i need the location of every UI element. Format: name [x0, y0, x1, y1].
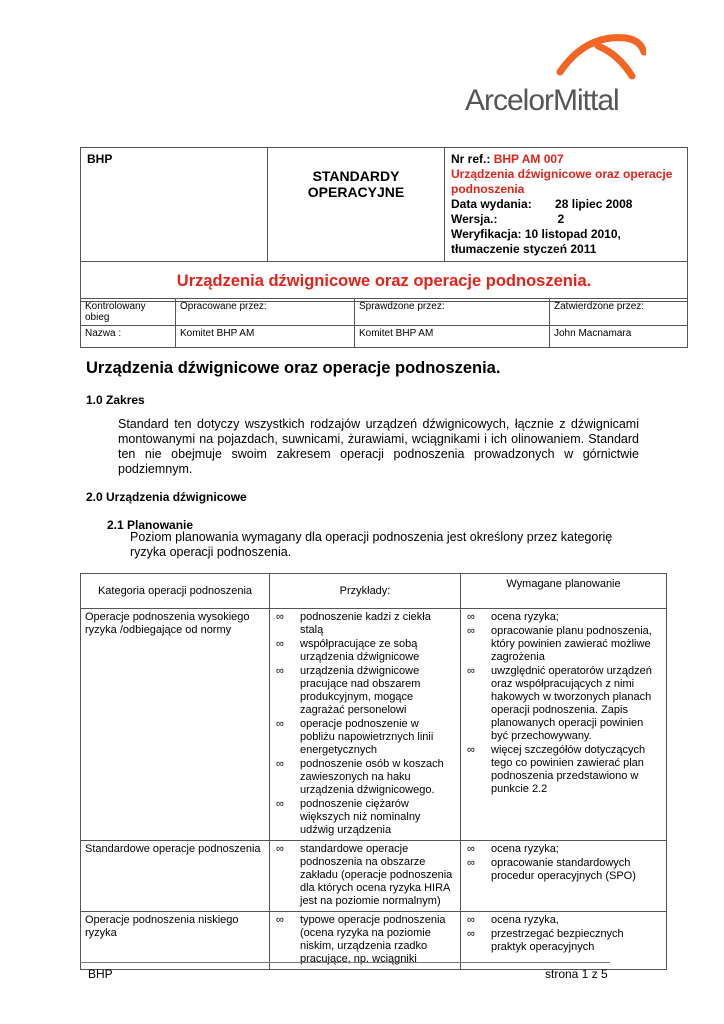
header-meta: Nr ref.: BHP AM 007 Urządzenia dźwignicowe oraz operacje podnoszenia Data wydania: 28 lipiec 2008 Wersja.: 2 Weryfikacja: 10 listopad 2010, tłumaczenie styczeń 2011 [445, 148, 688, 262]
bullet-icon: ∞ [276, 611, 284, 623]
list-item-text: opracowanie planu podnoszenia, który powinien zawierać możliwe zagrożenia [491, 625, 652, 663]
list-item-text: ocena ryzyka, [491, 914, 559, 926]
list-item-text: podnoszenie osób w koszach zawieszonych na haku urządzenia dźwignicowego. [300, 758, 444, 796]
section-1-heading: 1.0 Zakres [86, 393, 145, 407]
list-item [467, 914, 662, 927]
list-item [276, 638, 456, 664]
category-cell: Operacje podnoszenia niskiego ryzyka [81, 912, 270, 970]
list-item-text: typowe operacje podnoszenia (ocena ryzyka na poziomie niskim, urządzenia rzadko pracujące, np. wciągniki [300, 914, 446, 965]
table-row [81, 912, 667, 970]
examples-list [276, 914, 456, 966]
approvals-cell: Opracowane przez: [176, 299, 355, 326]
bullet-icon: ∞ [276, 798, 284, 810]
section-21-text: Poziom planowania wymagany dla operacji podnoszenia jest określony przez kategorię ryzyka operacji podnoszenia. [130, 530, 613, 559]
list-item [276, 611, 456, 637]
category-cell: Standardowe operacje podnoszenia [81, 841, 270, 912]
table-header: Kategoria operacji podnoszenia [81, 574, 270, 609]
bullet-icon: ∞ [276, 843, 284, 855]
examples-cell [270, 609, 461, 841]
approvals-table [80, 298, 688, 348]
list-item [467, 625, 662, 664]
list-item-text: podnoszenie kadzi z ciekła stalą [300, 611, 431, 636]
logo-swoosh-icon [556, 30, 646, 80]
section-21-heading: 2.1 Planowanie [107, 518, 194, 532]
bullet-icon: ∞ [276, 758, 284, 770]
list-item [276, 798, 456, 837]
bullet-icon: ∞ [276, 638, 284, 650]
category-cell: Operacje podnoszenia wysokiego ryzyka /odbiegające od normy [81, 609, 270, 841]
list-item [467, 928, 662, 954]
approvals-cell: Zatwierdzone przez: [550, 299, 688, 326]
approvals-cell: Sprawdzone przez: [355, 299, 550, 326]
approvals-cell: John Macnamara [550, 326, 688, 348]
list-item-text: ocena ryzyka; [491, 611, 559, 623]
bullet-icon: ∞ [467, 744, 475, 756]
header-doc-type: STANDARDY OPERACYJNE [268, 148, 445, 262]
footer-dept: BHP [88, 967, 113, 981]
planning-cell [461, 609, 667, 841]
list-item [467, 857, 662, 883]
list-item-text: opracowanie standardowych procedur operacyjnych (SPO) [491, 857, 636, 882]
bullet-icon: ∞ [467, 665, 475, 677]
page-number: strona 1 z 5 [545, 967, 608, 981]
list-item [276, 843, 456, 908]
list-item [276, 718, 456, 757]
list-item [467, 611, 662, 624]
lifting-category-table [80, 573, 667, 970]
list-item-text: standardowe operacje podnoszenia na obszarze zakładu (operacje podnoszenia dla których ocena ryzyka HIRA jest na poziomie normalnym) [300, 843, 453, 907]
examples-cell [270, 912, 461, 970]
section-1-text: Standard ten dotyczy wszystkich rodzajów urządzeń dźwignicowych, łącznie z dźwignicami montowanymi na pojazdach, suwnicami, żurawiami, wciągnikami i ich olinowaniem. Standard ten nie obejmuje swoim zakresem operacji podnoszenia prowadzonych w górnictwie podziemnym. [118, 417, 639, 476]
bullet-icon: ∞ [467, 928, 475, 940]
approvals-cell: Nazwa : [81, 326, 176, 348]
planning-cell [461, 841, 667, 912]
table-row [81, 609, 667, 841]
bullet-icon: ∞ [467, 914, 475, 926]
planning-list [467, 843, 662, 883]
approvals-cell: Komitet BHP AM [176, 326, 355, 348]
list-item [467, 665, 662, 743]
header-title: Urządzenia dźwignicowe oraz operacje podnoszenia. [81, 262, 688, 302]
list-item-text: współpracujące ze sobą urządzenia dźwignicowe [300, 638, 420, 663]
list-item-text: przestrzegać bezpiecznych praktyk operacyjnych [491, 928, 624, 953]
bullet-icon: ∞ [467, 843, 475, 855]
table-row [81, 841, 667, 912]
list-item-text: uwzględnić operatorów urządzeń oraz współpracujących z nimi hakowych w tworzonych planach operacji podnoszenia. Zapis planowanych operacji powinien być przechowywany. [491, 665, 652, 742]
bullet-icon: ∞ [276, 665, 284, 677]
bullet-icon: ∞ [467, 625, 475, 637]
planning-list [467, 611, 662, 796]
list-item-text: urządzenia dźwignicowe pracujące nad obszarem produkcyjnym, mogące zagrażać personelowi [300, 665, 421, 716]
footer-divider [80, 962, 610, 963]
section-2-heading: 2.0 Urządzenia dźwignicowe [86, 490, 247, 504]
bullet-icon: ∞ [276, 914, 284, 926]
list-item [467, 843, 662, 856]
list-item [276, 665, 456, 717]
header-dept: BHP [81, 148, 268, 262]
list-item-text: ocena ryzyka; [491, 843, 559, 855]
document-header [80, 147, 688, 302]
examples-list [276, 611, 456, 837]
table-header: Wymagane planowanie [461, 574, 667, 609]
bullet-icon: ∞ [467, 857, 475, 869]
planning-list [467, 914, 662, 954]
examples-cell [270, 841, 461, 912]
logo-text: ArcelorMittal [465, 84, 619, 117]
examples-list [276, 843, 456, 908]
list-item-text: podnoszenie ciężarów większych niż nominalny udźwig urządzenia [300, 798, 421, 836]
list-item [276, 914, 456, 966]
list-item-text: więcej szczegółów dotyczących tego co powinien zawierać plan podnoszenia przedstawiono w punkcie 2.2 [491, 744, 646, 795]
approvals-cell: Kontrolowany obieg [81, 299, 176, 326]
list-item [467, 744, 662, 796]
approvals-cell: Komitet BHP AM [355, 326, 550, 348]
bullet-icon: ∞ [276, 718, 284, 730]
document-title: Urządzenia dźwignicowe oraz operacje podnoszenia. [86, 359, 501, 377]
table-header: Przykłady: [270, 574, 461, 609]
list-item-text: operacje podnoszenie w pobliżu napowietrznych linii energetycznych [300, 718, 434, 756]
planning-cell [461, 912, 667, 970]
list-item [276, 758, 456, 797]
bullet-icon: ∞ [467, 611, 475, 623]
